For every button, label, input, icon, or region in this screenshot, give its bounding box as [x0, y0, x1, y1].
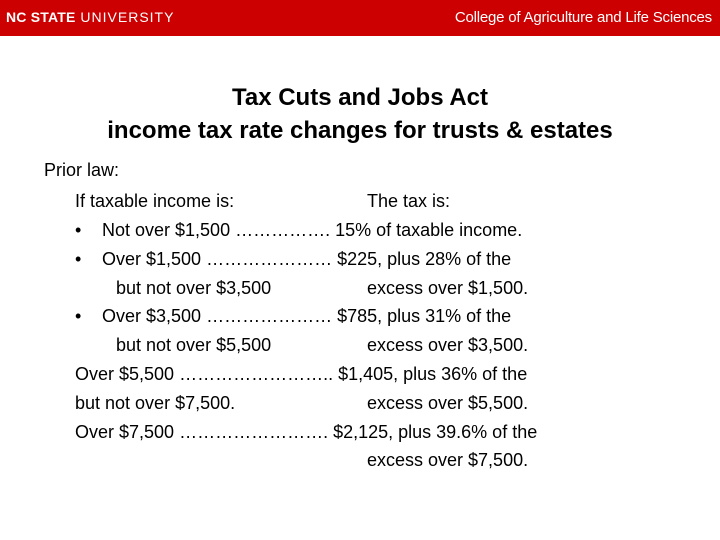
bracket-row-5: Over $7,500 ……………………. $2,125, plus 39.6% of the	[75, 422, 538, 442]
bracket-row-2: Over $1,500 ………………… $225, plus 28% of the	[102, 249, 512, 269]
bracket-row-3-tax-cont: excess over $3,500.	[367, 335, 529, 355]
bracket-row-1: Not over $1,500 ……………. 15% of taxable income.	[102, 220, 523, 240]
university-logo	[6, 9, 174, 25]
header-banner	[0, 0, 720, 36]
bracket-row-2-cont: but not over $3,500	[116, 278, 272, 298]
bullet: •	[75, 306, 82, 326]
bracket-row-2-tax-cont: excess over $1,500.	[367, 278, 529, 298]
logo-bold-text: NC STATE	[6, 9, 76, 25]
bracket-row-3: Over $3,500 ………………… $785, plus 31% of the	[102, 306, 512, 326]
logo-light-text: UNIVERSITY	[75, 9, 175, 25]
college-name: College of Agriculture and Life Sciences	[454, 9, 712, 26]
column-header-income: If taxable income is:	[75, 191, 235, 211]
bracket-row-5-tax-cont: excess over $7,500.	[367, 450, 529, 470]
bracket-row-4: Over $5,500 …………………….. $1,405, plus 36% of the	[75, 364, 528, 384]
bullet: •	[75, 249, 82, 269]
slide-title-line-2: income tax rate changes for trusts & estates	[107, 117, 613, 144]
slide-title-line-1: Tax Cuts and Jobs Act	[231, 84, 489, 111]
bracket-row-3-cont: but not over $5,500	[116, 335, 272, 355]
bracket-row-4-tax-cont: excess over $5,500.	[367, 393, 529, 413]
prior-law-heading: Prior law:	[44, 160, 120, 180]
column-header-tax: The tax is:	[367, 191, 451, 211]
bullet: •	[75, 220, 82, 240]
bracket-row-4-cont: but not over $7,500.	[75, 393, 236, 413]
